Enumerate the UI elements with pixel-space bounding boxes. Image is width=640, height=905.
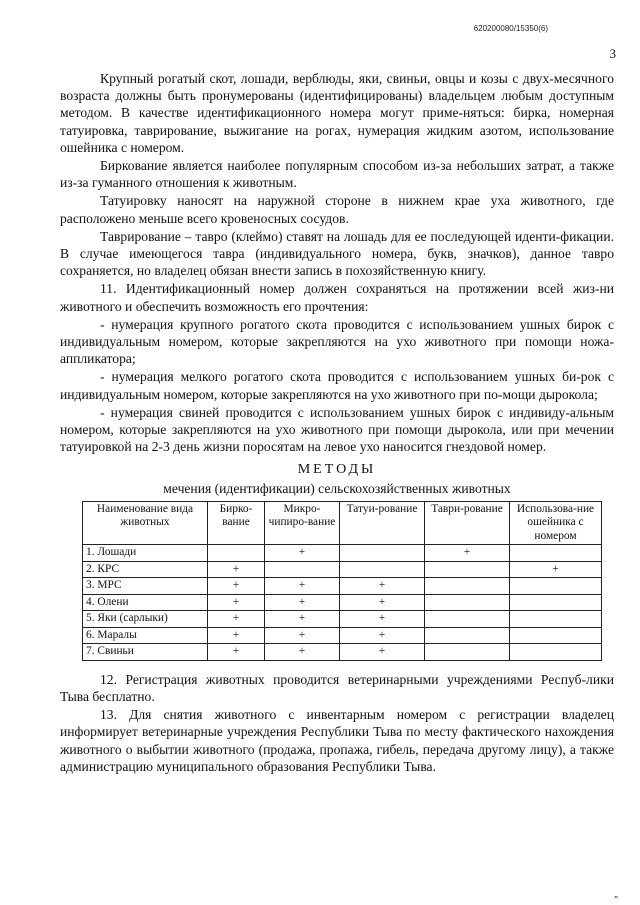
- table-cell: +: [265, 594, 340, 611]
- table-cell: [208, 545, 265, 562]
- table-cell: +: [340, 578, 425, 595]
- table-cell: 4. Олени: [83, 594, 208, 611]
- table-cell: [510, 578, 602, 595]
- table-cell: [340, 545, 425, 562]
- table-cell: +: [208, 627, 265, 644]
- table-cell: 5. Яки (сарлыки): [83, 611, 208, 628]
- table-cell: +: [265, 644, 340, 661]
- table-cell: 2. КРС: [83, 561, 208, 578]
- table-cell: [425, 644, 510, 661]
- table-cell: +: [265, 578, 340, 595]
- paragraph: 13. Для снятия животного с инвентарным номером с регистрации владелец информирует ветеринарные учреждения Республики Тыва по месту фактического нахождения животного о выбытии животного (продажа, пропажа, гибель, передача другому лицу), а также администрацию муниципального образования Республики Тыва.: [60, 707, 614, 774]
- table-cell: +: [265, 545, 340, 562]
- table-row: [83, 644, 602, 661]
- column-header: Бирко-вание: [208, 501, 265, 545]
- table-subtitle: мечения (идентификации) сельскохозяйственных животных: [163, 480, 511, 496]
- column-header: Наименование вида животных: [83, 501, 208, 545]
- paragraph: 12. Регистрация животных проводится ветеринарными учреждениями Респуб-лики Тыва бесплатно.: [60, 671, 614, 705]
- column-header: Таври-рование: [425, 501, 510, 545]
- table-cell: +: [510, 561, 602, 578]
- table-cell: [425, 611, 510, 628]
- table-row: [83, 627, 602, 644]
- table-cell: [265, 561, 340, 578]
- paragraph: Татуировку наносят на наружной стороне в нижнем крае уха животного, где расположено меньше всего кровеносных сосудов.: [60, 193, 614, 226]
- table-cell: [510, 611, 602, 628]
- paragraph: Таврирование – тавро (клеймо) ставят на лошадь для ее последующей иденти-фикации. В случае имеющегося тавра (индивидуального номера, букв, значков), данное тавро сохраняется, но владелец обязан внести запись в похозяйственную книгу.: [60, 228, 614, 279]
- table-cell: +: [340, 611, 425, 628]
- table-cell: +: [340, 594, 425, 611]
- table-row: [83, 594, 602, 611]
- table-row: [83, 545, 602, 562]
- table-cell: +: [208, 611, 265, 628]
- column-header: Микро-чипиро-вание: [265, 501, 340, 545]
- table-cell: +: [340, 644, 425, 661]
- column-header: Татуи-рование: [340, 501, 425, 545]
- table-cell: [510, 545, 602, 562]
- document-id: 620200080/15350(6): [473, 24, 548, 33]
- table-row: [83, 561, 602, 578]
- table-cell: [510, 644, 602, 661]
- table-row: [83, 578, 602, 595]
- table-cell: [510, 627, 602, 644]
- table-cell: +: [340, 627, 425, 644]
- table-header-row: [83, 501, 602, 545]
- page-corner-mark: „: [614, 889, 618, 899]
- paragraph: - нумерация мелкого рогатого скота проводится с использованием ушных би-рок с индивидуальным номером, которые закрепляются на ухо животного при по-мощи дырокола;: [60, 369, 614, 402]
- table-cell: +: [425, 545, 510, 562]
- methods-table: [82, 501, 602, 661]
- table-title: МЕТОДЫ: [297, 462, 377, 478]
- table-cell: +: [208, 561, 265, 578]
- paragraph: Крупный рогатый скот, лошади, верблюды, яки, свиньи, овцы и козы с двух-месячного возраста должны быть пронумерованы (идентифицированы) владельцем любым доступным методом. В качестве идентификационного номера могут приме-няться: бирка, номерная татуировка, таврирование, выжигание на рогах, нумерация жидким азотом, использование ошейника с номером.: [60, 71, 614, 155]
- table-cell: 1. Лошади: [83, 545, 208, 562]
- table-cell: +: [208, 578, 265, 595]
- paragraph: - нумерация свиней проводится с использованием ушных бирок с индивиду-альным номером, которые закрепляются на ухо животного при помощи дырокола, или при мечении татуировкой на 2-3 день жизни поросятам на левое ухо наносится гнездовой номер.: [60, 404, 614, 455]
- table-cell: [425, 627, 510, 644]
- table-cell: [425, 561, 510, 578]
- table-cell: [510, 594, 602, 611]
- table-cell: +: [208, 594, 265, 611]
- paragraph: Биркование является наиболее популярным способом из-за небольших затрат, а также из-за гуманного отношения к животным.: [60, 158, 614, 191]
- table-row: [83, 611, 602, 628]
- page-number: 3: [609, 46, 616, 61]
- table-cell: +: [265, 611, 340, 628]
- document-body: [60, 70, 614, 775]
- table-cell: 3. МРС: [83, 578, 208, 595]
- table-cell: 6. Маралы: [83, 627, 208, 644]
- table-cell: 7. Свиньи: [83, 644, 208, 661]
- paragraph: - нумерация крупного рогатого скота проводится с использованием ушных бирок с индивидуальным номером, которые закрепляются на ухо животного при помощи ножа-аппликатора;: [60, 316, 614, 367]
- table-cell: [340, 561, 425, 578]
- paragraph: 11. Идентификационный номер должен сохраняться на протяжении всей жиз-ни животного и обеспечить возможность его прочтения:: [60, 281, 614, 314]
- column-header: Использова-ние ошейника с номером: [510, 501, 602, 545]
- table-cell: +: [208, 644, 265, 661]
- table-cell: [425, 594, 510, 611]
- table-cell: [425, 578, 510, 595]
- table-cell: +: [265, 627, 340, 644]
